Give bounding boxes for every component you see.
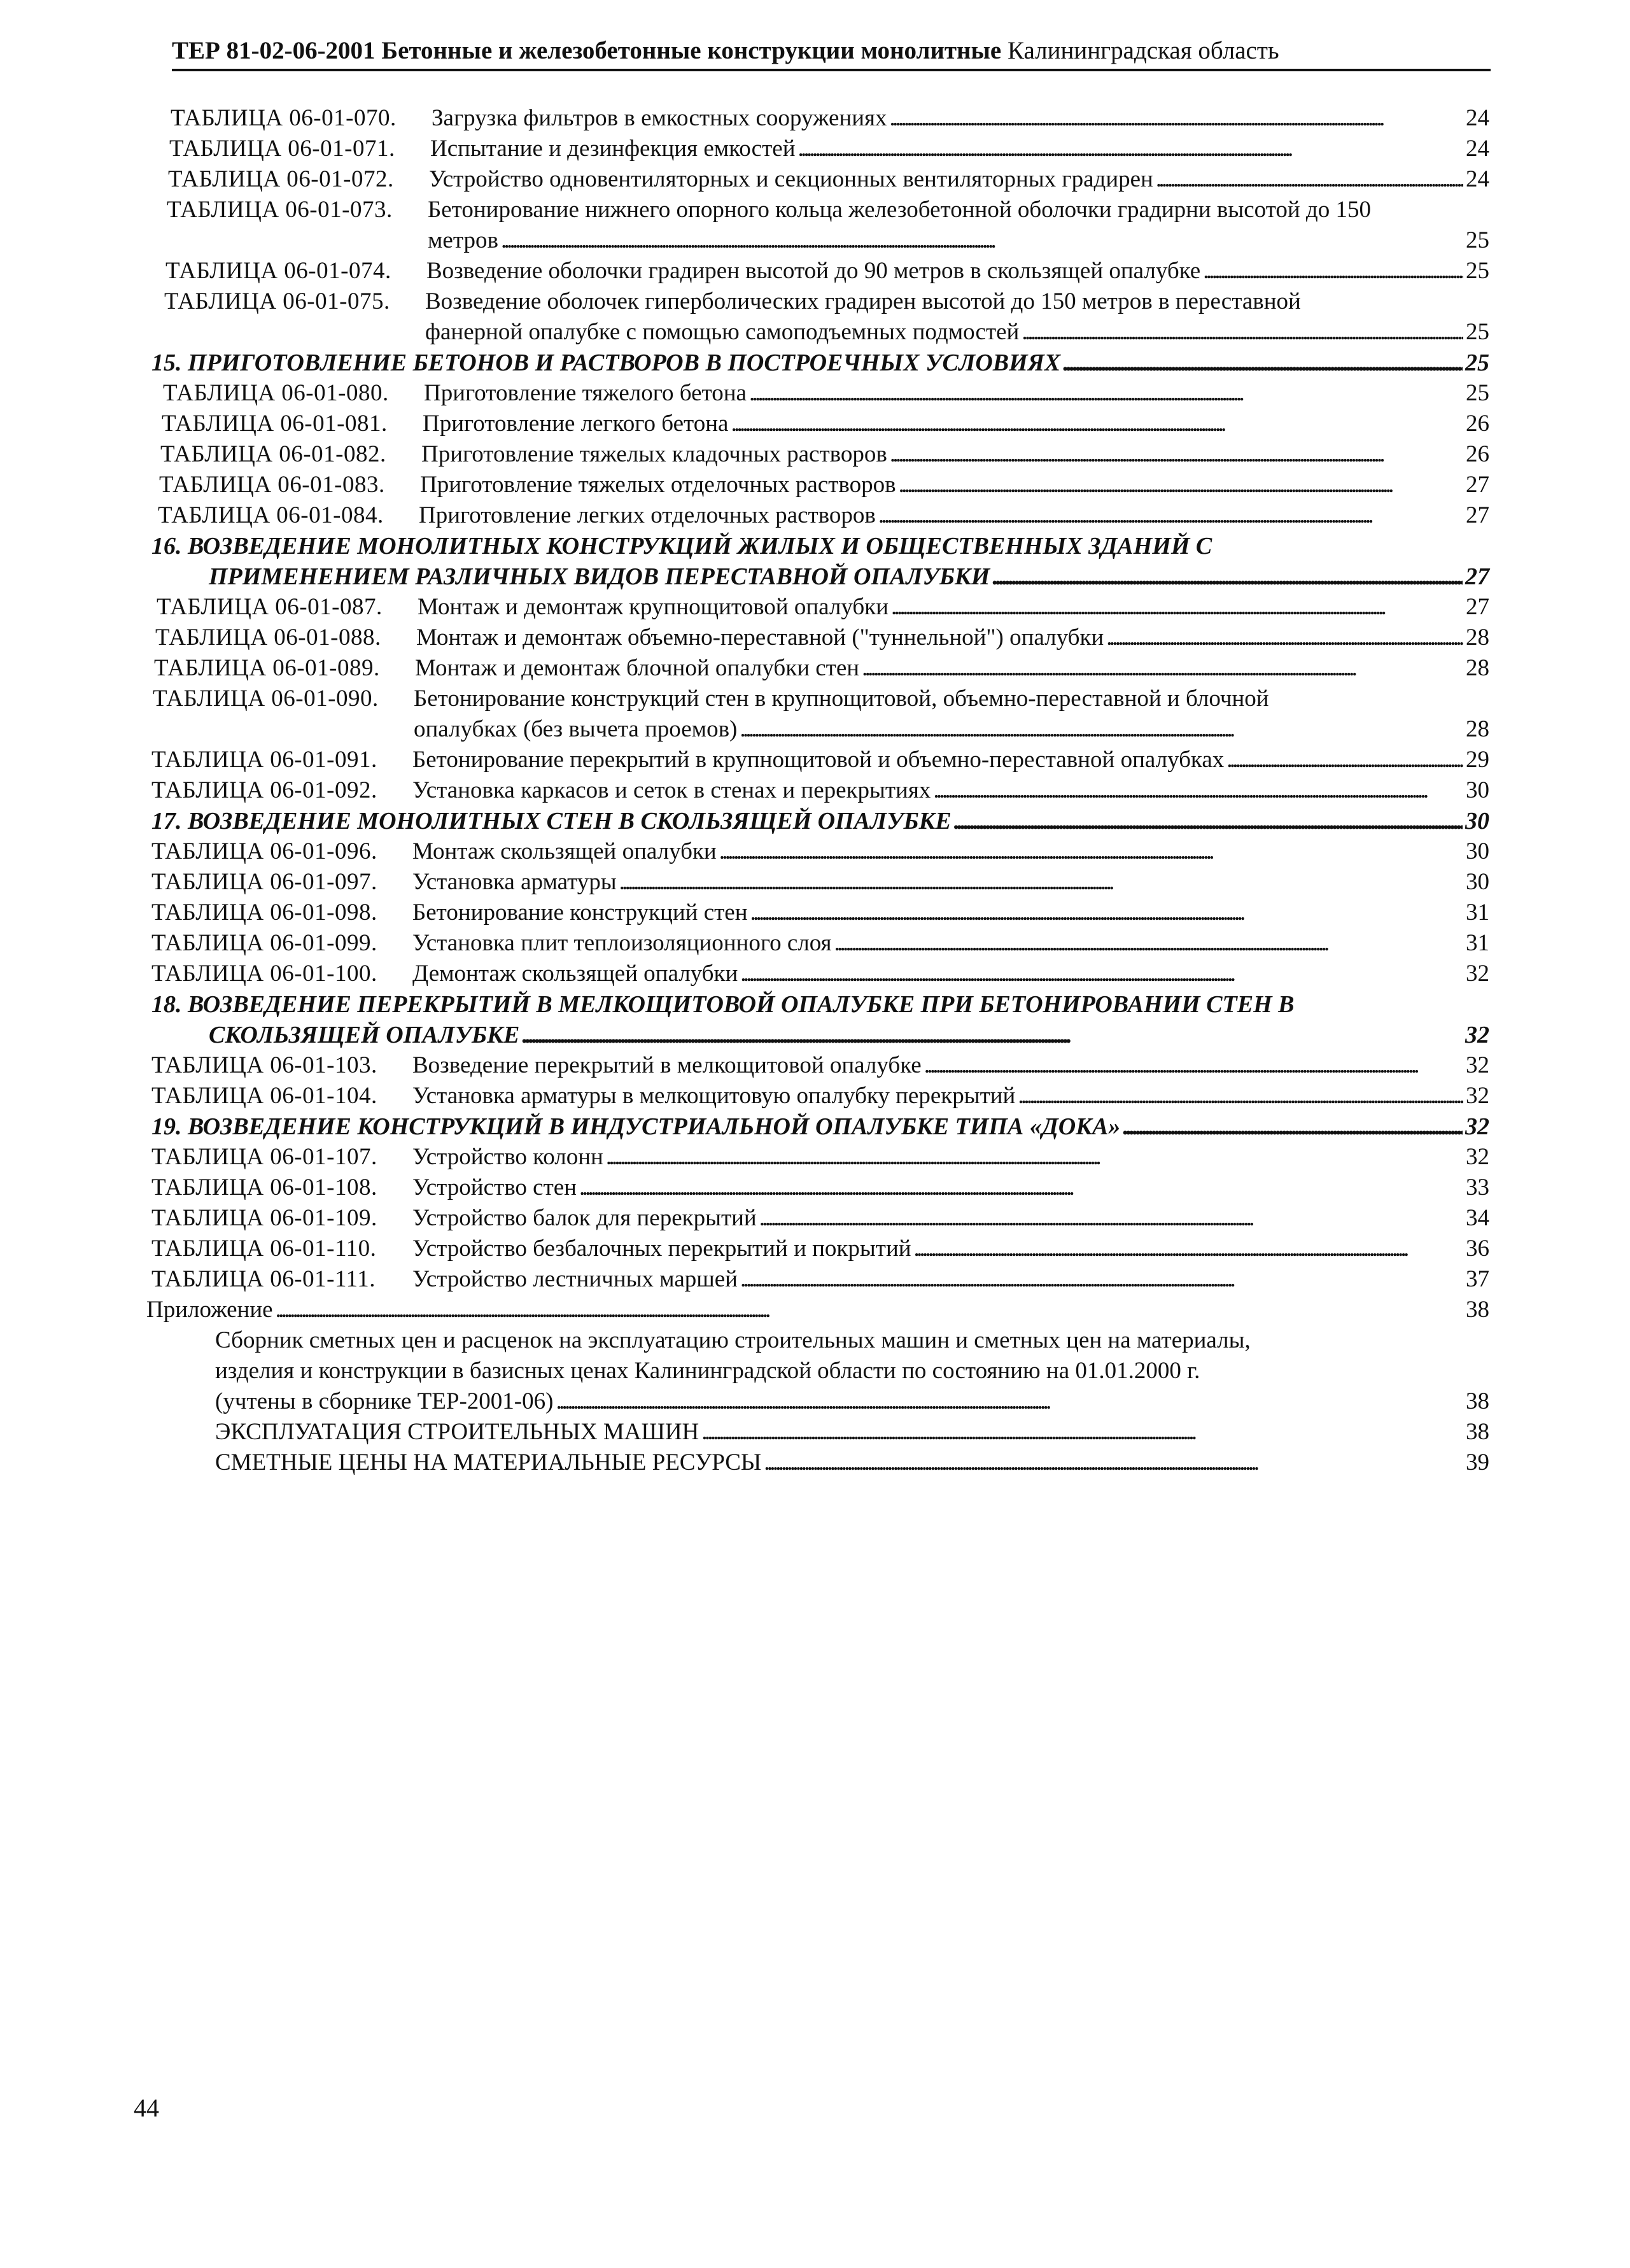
toc-dot-leader bbox=[606, 1142, 1463, 1173]
toc-dot-leader bbox=[1156, 164, 1463, 195]
toc-dot-leader bbox=[501, 225, 1463, 256]
toc-page-number: 38 bbox=[1466, 1388, 1489, 1414]
toc-page-number: 32 bbox=[1465, 1022, 1489, 1048]
toc-page-number: 30 bbox=[1466, 777, 1489, 803]
toc-page-number: 32 bbox=[1466, 961, 1489, 987]
toc-table-entry[interactable] bbox=[151, 1203, 1489, 1234]
header-document-title: ТЕР 81-02-06-2001 Бетонные и железобетонные конструкции монолитные bbox=[172, 37, 1002, 64]
toc-dot-leader bbox=[740, 1264, 1463, 1295]
toc-table-label: ТАБЛИЦА 06-01-108. bbox=[151, 1174, 377, 1201]
toc-entry-title: Приложение bbox=[146, 1297, 273, 1323]
toc-entry-title: Монтаж и демонтаж крупнощитовой опалубки bbox=[418, 594, 889, 620]
toc-table-label: ТАБЛИЦА 06-01-084. bbox=[158, 502, 384, 528]
toc-dot-leader bbox=[890, 439, 1463, 470]
toc-page-number: 27 bbox=[1466, 502, 1489, 528]
toc-table-entry[interactable] bbox=[162, 409, 1489, 439]
toc-entry-title: Испытание и дезинфекция емкостей bbox=[430, 136, 796, 162]
toc-section-heading[interactable] bbox=[151, 989, 1489, 1050]
toc-table-entry[interactable] bbox=[151, 1081, 1489, 1111]
toc-entry-title: 18. ВОЗВЕДЕНИЕ ПЕРЕКРЫТИЙ В МЕЛКОЩИТОВОЙ ОПАЛУБКЕ ПРИ БЕТОНИРОВАНИИ СТЕН В bbox=[151, 991, 1295, 1018]
toc-entry-title: Установка плит теплоизоляционного слоя bbox=[412, 930, 832, 956]
toc-table-label: ТАБЛИЦА 06-01-073. bbox=[167, 197, 393, 223]
toc-table-entry[interactable] bbox=[151, 1234, 1489, 1264]
toc-entry-title: Демонтаж скользящей опалубки bbox=[412, 961, 738, 987]
toc-entry-title: Возведение перекрытий в мелкощитовой опалубке bbox=[412, 1052, 922, 1078]
toc-entry-title: Приготовление легких отделочных растворов bbox=[419, 502, 876, 528]
toc-table-entry[interactable] bbox=[154, 653, 1489, 684]
toc-table-label: ТАБЛИЦА 06-01-109. bbox=[151, 1205, 377, 1231]
toc-page-number: 25 bbox=[1466, 319, 1489, 345]
toc-page-number: 32 bbox=[1466, 1052, 1489, 1078]
toc-page-number: 28 bbox=[1466, 624, 1489, 651]
toc-dot-leader bbox=[764, 1447, 1463, 1478]
toc-entry-title: ЭКСПЛУАТАЦИЯ СТРОИТЕЛЬНЫХ МАШИН bbox=[215, 1419, 699, 1445]
toc-page-number: 25 bbox=[1465, 349, 1489, 376]
toc-table-entry[interactable] bbox=[151, 959, 1489, 989]
toc-table-entry[interactable] bbox=[171, 103, 1489, 134]
toc-appendix-entry[interactable] bbox=[146, 1295, 1489, 1325]
toc-entry-title: Устройство лестничных маршей bbox=[412, 1266, 738, 1292]
toc-table-entry[interactable] bbox=[164, 286, 1489, 348]
toc-entry-title: Монтаж скользящей опалубки bbox=[412, 838, 717, 864]
header-rule bbox=[172, 69, 1491, 71]
toc-table-entry[interactable] bbox=[151, 928, 1489, 959]
toc-entry-title: метров bbox=[428, 227, 498, 253]
running-header bbox=[172, 33, 1489, 69]
toc-entry-title: 16. ВОЗВЕДЕНИЕ МОНОЛИТНЫХ КОНСТРУКЦИЙ ЖИЛЫХ И ОБЩЕСТВЕННЫХ ЗДАНИЙ С bbox=[151, 533, 1212, 560]
toc-table-label: ТАБЛИЦА 06-01-111. bbox=[151, 1266, 376, 1292]
toc-dot-leader bbox=[1022, 317, 1463, 348]
toc-dot-leader bbox=[924, 1050, 1463, 1081]
header-region: Калининградская область bbox=[1008, 37, 1279, 64]
toc-table-entry[interactable] bbox=[163, 378, 1489, 409]
toc-entry-title: Монтаж и демонтаж объемно-переставной ("туннельной") опалубки bbox=[416, 624, 1104, 651]
toc-page-number: 31 bbox=[1466, 899, 1489, 926]
toc-page-number: 30 bbox=[1465, 808, 1489, 835]
toc-sub-entry[interactable] bbox=[215, 1447, 1489, 1478]
toc-entry-title: Приготовление тяжелых кладочных растворов bbox=[421, 441, 887, 467]
toc-table-label: ТАБЛИЦА 06-01-092. bbox=[151, 777, 377, 803]
toc-page-number: 32 bbox=[1466, 1144, 1489, 1170]
toc-dot-leader bbox=[749, 378, 1463, 409]
toc-page-number: 38 bbox=[1466, 1419, 1489, 1445]
toc-entry-title: Установка арматуры в мелкощитовую опалубку перекрытий bbox=[412, 1083, 1016, 1109]
toc-entry-title: Устройство безбалочных перекрытий и покрытий bbox=[412, 1236, 911, 1262]
toc-table-entry[interactable] bbox=[151, 1050, 1489, 1081]
toc-table-entry[interactable] bbox=[151, 775, 1489, 806]
toc-dot-leader bbox=[992, 561, 1463, 592]
toc-table-label: ТАБЛИЦА 06-01-104. bbox=[151, 1083, 377, 1109]
toc-entry-title: ПРИМЕНЕНИЕМ РАЗЛИЧНЫХ ВИДОВ ПЕРЕСТАВНОЙ ОПАЛУБКИ bbox=[209, 563, 990, 590]
toc-table-label: ТАБЛИЦА 06-01-071. bbox=[169, 136, 395, 162]
toc-page-number: 33 bbox=[1466, 1174, 1489, 1201]
toc-page-number: 26 bbox=[1466, 411, 1489, 437]
toc-sub-entry[interactable] bbox=[215, 1325, 1489, 1417]
toc-table-label: ТАБЛИЦА 06-01-097. bbox=[151, 869, 377, 895]
toc-page-number: 32 bbox=[1466, 1083, 1489, 1109]
toc-table-label: ТАБЛИЦА 06-01-074. bbox=[165, 258, 391, 284]
toc-entry-title: 15. ПРИГОТОВЛЕНИЕ БЕТОНОВ И РАСТВОРОВ В ПОСТРОЕЧНЫХ УСЛОВИЯХ bbox=[151, 349, 1061, 376]
toc-dot-leader bbox=[1063, 348, 1463, 378]
toc-table-entry[interactable] bbox=[167, 195, 1489, 256]
toc-table-label: ТАБЛИЦА 06-01-072. bbox=[168, 166, 394, 192]
toc-table-label: ТАБЛИЦА 06-01-100. bbox=[151, 961, 377, 987]
toc-page-number: 31 bbox=[1466, 930, 1489, 956]
toc-entry-title: 19. ВОЗВЕДЕНИЕ КОНСТРУКЦИЙ В ИНДУСТРИАЛЬНОЙ ОПАЛУБКЕ ТИПА «ДОКА» bbox=[151, 1113, 1121, 1140]
toc-table-entry[interactable] bbox=[169, 134, 1489, 164]
toc-entry-title: опалубках (без вычета проемов) bbox=[414, 716, 738, 742]
toc-dot-leader bbox=[862, 653, 1463, 684]
toc-page-number: 37 bbox=[1466, 1266, 1489, 1292]
toc-table-entry[interactable] bbox=[165, 256, 1489, 286]
toc-dot-leader bbox=[701, 1417, 1463, 1447]
toc-table-label: ТАБЛИЦА 06-01-091. bbox=[151, 747, 377, 773]
toc-table-entry[interactable] bbox=[151, 1264, 1489, 1295]
toc-entry-title: Загрузка фильтров в емкостных сооружениях bbox=[432, 105, 887, 131]
toc-table-label: ТАБЛИЦА 06-01-098. bbox=[151, 899, 377, 926]
toc-entry-title: изделия и конструкции в базисных ценах Калининградской области по состоянию на 01.01.2000 г. bbox=[215, 1358, 1200, 1384]
toc-dot-leader bbox=[276, 1295, 1463, 1325]
toc-table-entry[interactable] bbox=[151, 745, 1489, 775]
toc-entry-title: Бетонирование конструкций стен в крупнощитовой, объемно-переставной и блочной bbox=[414, 686, 1269, 712]
toc-table-entry[interactable] bbox=[158, 500, 1489, 531]
toc-section-heading[interactable] bbox=[151, 1111, 1489, 1142]
toc-table-entry[interactable] bbox=[151, 1173, 1489, 1203]
toc-table-entry[interactable] bbox=[159, 470, 1489, 500]
page-number: 44 bbox=[134, 2094, 159, 2122]
toc-entry-title: Установка арматуры bbox=[412, 869, 617, 895]
toc-entry-title: (учтены в сборнике ТЕР-2001-06) bbox=[215, 1388, 554, 1414]
toc-entry-title: Устройство колонн bbox=[412, 1144, 603, 1170]
toc-table-entry[interactable] bbox=[151, 836, 1489, 867]
toc-entry-title: фанерной опалубке с помощью самоподъемных подмостей bbox=[425, 319, 1020, 345]
toc-page-number: 30 bbox=[1466, 869, 1489, 895]
toc-dot-leader bbox=[579, 1173, 1463, 1203]
toc-entry-title: Установка каркасов и сеток в стенах и перекрытиях bbox=[412, 777, 931, 803]
toc-dot-leader bbox=[522, 1020, 1463, 1050]
toc-table-label: ТАБЛИЦА 06-01-070. bbox=[171, 105, 397, 131]
toc-dot-leader bbox=[914, 1234, 1463, 1264]
toc-dot-leader bbox=[798, 134, 1464, 164]
toc-sub-entry[interactable] bbox=[215, 1417, 1489, 1447]
toc-table-label: ТАБЛИЦА 06-01-075. bbox=[164, 288, 390, 314]
toc-page-number: 25 bbox=[1466, 258, 1489, 284]
toc-page-number: 28 bbox=[1466, 655, 1489, 681]
toc-table-label: ТАБЛИЦА 06-01-082. bbox=[160, 441, 386, 467]
toc-entry-title: СМЕТНЫЕ ЦЕНЫ НА МАТЕРИАЛЬНЫЕ РЕСУРСЫ bbox=[215, 1449, 762, 1476]
toc-page-number: 29 bbox=[1466, 747, 1489, 773]
toc-table-label: ТАБЛИЦА 06-01-099. bbox=[151, 930, 377, 956]
toc-entry-title: Возведение оболочек гиперболических градирен высотой до 150 метров в переставной bbox=[425, 288, 1301, 314]
toc-dot-leader bbox=[1123, 1111, 1463, 1142]
toc-entry-title: Бетонирование конструкций стен bbox=[412, 899, 748, 926]
toc-page-number: 28 bbox=[1466, 716, 1489, 742]
toc-table-label: ТАБЛИЦА 06-01-103. bbox=[151, 1052, 377, 1078]
toc-table-label: ТАБЛИЦА 06-01-087. bbox=[157, 594, 383, 620]
toc-dot-leader bbox=[1106, 623, 1463, 653]
toc-dot-leader bbox=[1226, 745, 1463, 775]
toc-page-number: 36 bbox=[1466, 1236, 1489, 1262]
toc-dot-leader bbox=[933, 775, 1463, 806]
toc-page-number: 24 bbox=[1466, 105, 1489, 131]
toc-entry-title: Устройство балок для перекрытий bbox=[412, 1205, 757, 1231]
toc-page-number: 27 bbox=[1465, 563, 1489, 590]
toc-table-entry[interactable] bbox=[151, 898, 1489, 928]
toc-table-entry[interactable] bbox=[153, 684, 1489, 745]
toc-page-number: 39 bbox=[1466, 1449, 1489, 1476]
toc-dot-leader bbox=[891, 592, 1463, 623]
toc-entry-title: Приготовление тяжелого бетона bbox=[424, 380, 747, 406]
toc-page-number: 25 bbox=[1466, 380, 1489, 406]
toc-table-label: ТАБЛИЦА 06-01-107. bbox=[151, 1144, 377, 1170]
toc-table-entry[interactable] bbox=[157, 592, 1489, 623]
toc-page-number: 38 bbox=[1466, 1297, 1489, 1323]
toc-page-number: 24 bbox=[1466, 136, 1489, 162]
toc-section-heading[interactable] bbox=[151, 348, 1489, 378]
toc-dot-leader bbox=[890, 103, 1463, 134]
toc-entry-title: Бетонирование перекрытий в крупнощитовой и объемно-переставной опалубках bbox=[412, 747, 1225, 773]
toc-page-number: 30 bbox=[1466, 838, 1489, 864]
toc-page-number: 25 bbox=[1466, 227, 1489, 253]
toc-section-heading[interactable] bbox=[151, 531, 1489, 592]
toc-entry-title: 17. ВОЗВЕДЕНИЕ МОНОЛИТНЫХ СТЕН В СКОЛЬЗЯЩЕЙ ОПАЛУБКЕ bbox=[151, 808, 952, 835]
toc-table-entry[interactable] bbox=[160, 439, 1489, 470]
toc-page-number: 27 bbox=[1466, 594, 1489, 620]
toc-entry-title: Устройство стен bbox=[412, 1174, 577, 1201]
toc-table-entry[interactable] bbox=[155, 623, 1489, 653]
toc-table-label: ТАБЛИЦА 06-01-081. bbox=[162, 411, 388, 437]
toc-table-label: ТАБЛИЦА 06-01-083. bbox=[159, 472, 385, 498]
toc-entry-title: Устройство одновентиляторных и секционных вентиляторных градирен bbox=[429, 166, 1153, 192]
toc-dot-leader bbox=[878, 500, 1463, 531]
toc-dot-leader bbox=[719, 836, 1463, 867]
toc-entry-title: Приготовление тяжелых отделочных растворов bbox=[420, 472, 896, 498]
toc-table-entry[interactable] bbox=[168, 164, 1489, 195]
toc-dot-leader bbox=[740, 959, 1463, 989]
toc-table-entry[interactable] bbox=[151, 1142, 1489, 1173]
toc-dot-leader bbox=[899, 470, 1463, 500]
toc-dot-leader bbox=[1203, 256, 1463, 286]
toc-page-number: 27 bbox=[1466, 472, 1489, 498]
toc-table-label: ТАБЛИЦА 06-01-090. bbox=[153, 686, 379, 712]
toc-page-number: 32 bbox=[1465, 1113, 1489, 1140]
toc-dot-leader bbox=[740, 714, 1463, 745]
toc-entry-title: Возведение оболочки градирен высотой до 90 метров в скользящей опалубке bbox=[426, 258, 1201, 284]
toc-page-number: 24 bbox=[1466, 166, 1489, 192]
toc-entry-title: Монтаж и демонтаж блочной опалубки стен bbox=[415, 655, 860, 681]
toc-dot-leader bbox=[759, 1203, 1463, 1234]
toc-entry-title: СКОЛЬЗЯЩЕЙ ОПАЛУБКЕ bbox=[209, 1022, 520, 1048]
toc-entry-title: Бетонирование нижнего опорного кольца железобетонной оболочки градирни высотой до 150 bbox=[428, 197, 1372, 223]
toc-section-heading[interactable] bbox=[151, 806, 1489, 836]
toc-dot-leader bbox=[750, 898, 1463, 928]
toc-table-label: ТАБЛИЦА 06-01-110. bbox=[151, 1236, 377, 1262]
toc-entry-title: Приготовление легкого бетона bbox=[423, 411, 729, 437]
toc-table-label: ТАБЛИЦА 06-01-080. bbox=[163, 380, 389, 406]
toc-dot-leader bbox=[556, 1386, 1463, 1417]
toc-dot-leader bbox=[1018, 1081, 1463, 1111]
toc-dot-leader bbox=[619, 867, 1463, 898]
toc-table-label: ТАБЛИЦА 06-01-096. bbox=[151, 838, 377, 864]
toc-table-label: ТАБЛИЦА 06-01-089. bbox=[154, 655, 380, 681]
toc-page-number: 34 bbox=[1466, 1205, 1489, 1231]
toc-dot-leader bbox=[834, 928, 1463, 959]
toc-dot-leader bbox=[731, 409, 1463, 439]
toc-dot-leader bbox=[954, 806, 1463, 836]
toc-entry-title: Сборник сметных цен и расценок на эксплуатацию строительных машин и сметных цен на материалы, bbox=[215, 1327, 1251, 1353]
toc-table-label: ТАБЛИЦА 06-01-088. bbox=[155, 624, 381, 651]
toc-page-number: 26 bbox=[1466, 441, 1489, 467]
toc-table-entry[interactable] bbox=[151, 867, 1489, 898]
